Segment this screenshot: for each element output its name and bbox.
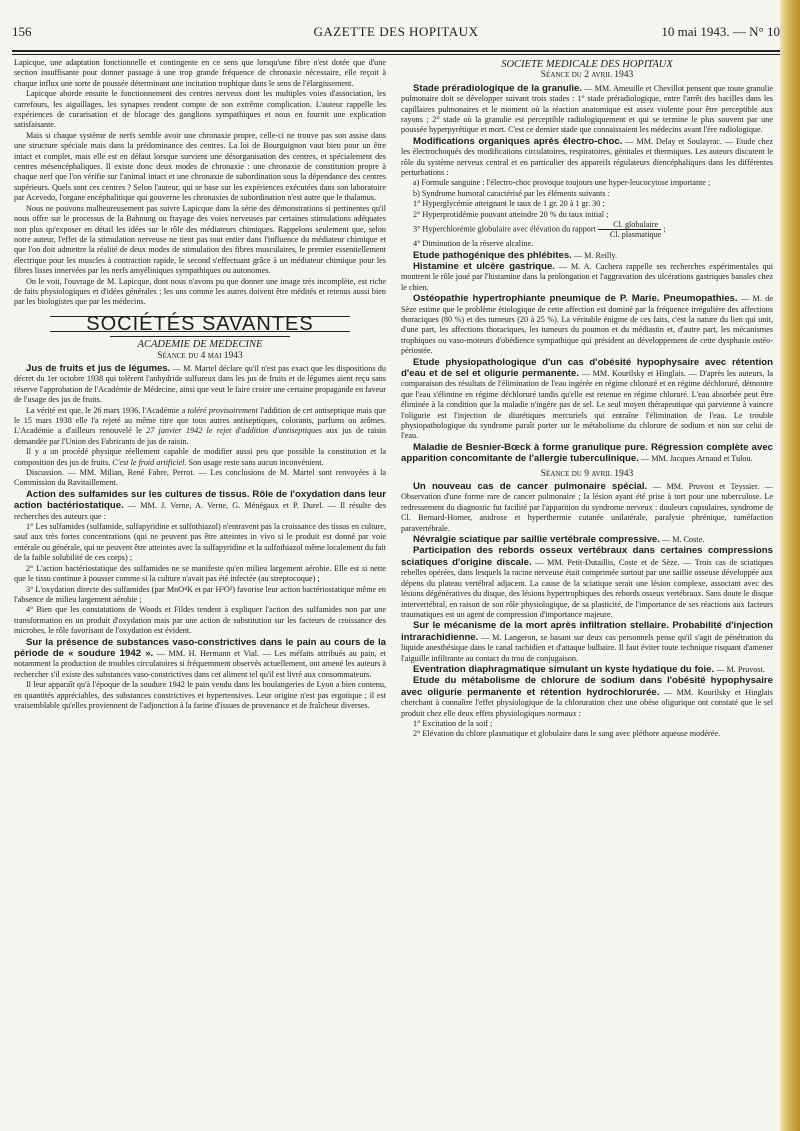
paragraph: Lapicque aborde ensuite le fonctionnement des centres nerveux dont les multiples voies d'association, les carrefours, les aiguillages, les synapses rendent compte de son extrême complication. L'auteur rappelle les expériences de curarisation et de blocage des ganglions sympathiques et nous en fournit une explication satisfaisante.	[14, 89, 386, 130]
article-heading: Jus de fruits et jus de légumes.	[26, 362, 171, 374]
article-text: — MM. Delay et Soulayrac. — Etude chez les électrochoqués des modifications circulatoires, respiratoires, génitales et thermiques. Les auteurs discutent le rôle du système nerveux central et en particulier des appareils régulateurs diencéphaliques dans les différentes perturbations :	[401, 136, 773, 178]
article-emphasis: 27 janvier 1942 le rejet d'addition d'antiseptiques	[146, 426, 322, 436]
society-title: SOCIETE MEDICALE DES HOPITAUX	[501, 59, 673, 70]
paragraph: Il leur apparaît qu'à l'époque de la soudure 1942 le pain vendu dans les boulangeries de Lyon a bien contenu, en quantités appréciables, des substances constrictives et hypertensives. Leur origine n'est pas ergotique ; il est vraisemblable qu'elles proviennent de l'adjonction à la farine d'issues de provenance et de fraîcheur diverses.	[14, 680, 386, 710]
article-text: — M. Coste.	[659, 535, 705, 545]
article-text: — MM. H. Hermann et Vial. — Les méfaits attribués au pain, et notamment la production de troubles circulatoires si fréquemment observés actuellement, ont amené les auteurs à rechercher s'il existe des substances vaso-constrictives dans cet aliment tel qu'il est livré aux consommateurs.	[14, 648, 386, 679]
article-heading: Maladie de Besnier-Bœck à forme granulique pure. Régression complète avec apparition concomitante de l'allergie tuberculinique.	[401, 441, 773, 465]
list-item: 1° Les sulfamides (sulfamide, sulfapyridine et sulfothiazol) n'entravent pas la croissance des tissus en culture, sauf aux très fortes concentrations (qui ne peuvent pas être atteintes in vivo si le produit est donné par voie entérale ou générale, qui ne peuvent être atteintes avec la sulfapyridine et la sulfothiazol même localement du fait de la faible solubilité de ces corps) ;	[14, 522, 386, 563]
session-date: Séance du 2 avril 1943	[540, 70, 634, 81]
article-text: — M. Pruvost.	[714, 664, 765, 674]
list-item: 1° Hyperglycémie atteignant le taux de 1 gr. 20 à 1 gr. 30 ;	[413, 199, 605, 209]
left-column	[14, 58, 386, 711]
article-text: Son usage reste sans aucun inconvénient.	[186, 457, 324, 467]
article-text: aux jus de raisin demandée par l'Union des Fabricants de jus de raisin.	[14, 426, 386, 446]
article-text: — MM. Jacques Arnaud et Tulou.	[638, 454, 753, 464]
article-heading: Sur le mécanisme de la mort après infiltration stellaire. Probabilité d'injection intrarachidienne.	[401, 620, 773, 643]
article-emphasis: toléré provisoirement	[187, 405, 258, 415]
article-text: — M. A. Cachera rappelle ses recherches expérimentales qui montrent le rôle joué par l'histamine dans la prolongation et l'aggravation des ulcérations gastriques banales chez le chien.	[401, 261, 773, 292]
article-heading: Etude du métabolisme de chlorure de sodium dans l'obésité hypophysaire avec oligurie permanente et rétention hydrochlorurée.	[401, 675, 773, 698]
article-heading: Etude physiopathologique d'un cas d'obésité hypophysaire avec rétention d'eau et de sel et oligurie permanente.	[401, 356, 773, 379]
article-text: — MM. Ameuille et Chevillot pensent que toute granulie pulmonaire doit se développer suivant trois stades : 1° stade préradiologique, entre l'arrêt des bacilles dans les capillaires pulmonaires et le moment où la réaction anatomique est assez violente pour être perceptible aux rayons ; 2° stade où la granulie est perceptible radiologiquement et qui se termine le plus souvent par une poussée hyperpyrétique et mort. C'est ce dernier stade que connaissaient les médecins avant l'ère radiologique.	[401, 83, 773, 135]
ratio-numerator: Cl. globulaire	[613, 220, 659, 230]
list-item: 2° L'action bactériostatique des sulfamides ne se manifeste qu'en milieu largement aérobie. Elle est si nette que le tissu continue à pousser comme si la culture n'avait pas été infectée (au streptocoque) ;	[14, 563, 386, 584]
list-item: 3° Hyperchlorémie globulaire avec élévation du rapport $\frac{\text{Cl. globulaire}}{\text{Cl. plasmatique}}$ ;	[413, 220, 666, 240]
article-text: — M. Martel déclare qu'il n'est pas exact que les dispositions du décret du 1er octobre 1938 qui tolèrent l'anhydride sulfureux dans les jus de fruits et de légumes aient reçu sans réserve l'approbation de l'Académie de Médecine, ainsi que veut le faire croire une certaine propagande en faveur de l'usage des jus de fruits.	[14, 363, 386, 405]
article-text: Il y a un procédé physique réellement capable de modifier aussi peu que possible la constitution et la composition des jus de fruits.	[14, 447, 386, 467]
article-heading: Un nouveau cas de cancer pulmonaire spécial.	[413, 481, 648, 493]
article-text: l'addition de cet antiseptique mais que le 15 mars 1938 elle l'a rejeté au même titre que tous autres antiseptiques, colorants, parfums ou arômes. L'Académie a d'ailleurs renouvelé le	[14, 405, 386, 436]
article-heading: Sur la présence de substances vaso-constrictives dans le pain au cours de la période de « soudure 1942 ».	[14, 636, 386, 659]
ratio-denominator: Cl. plasmatique	[598, 229, 661, 239]
list-item: 2° Hyperprotidémie pouvant atteindre 20 % du taux initial ;	[413, 209, 609, 219]
article-heading: Modifications organiques après électro-choc.	[413, 135, 623, 147]
article-heading: Stade préradiologique de la granulie.	[413, 82, 583, 94]
article-heading: Ostéopathie hypertrophiante pneumique de P. Marie. Pneumopathies.	[413, 293, 738, 305]
article-text: — MM. Kourilsky et Hinglais. — D'après les auteurs, la comparaison des résultats de l'élimination de l'eau ingérée en régime chloruré et en régime déchloruré, démontre que l'eau s'élimine en régime déchloruré tandis qu'elle est retenue en régime chloruré. L'eau absorbée peut être éliminée à la condition que la maladie n'ingère pas de sel. Le seul moyen thérapeutique qui parvienne à vaincre l'oligurie est l'injection de diurétiques mercuriels qui entraîne l'élimination de l'eau. Le trouble physiopathologique du syndrome paraît porter sur le métabolisme du chlorure de sodium et non sur celui de l'eau.	[401, 368, 773, 441]
session-date: Séance du 9 avril 1943	[540, 468, 634, 479]
society-title: ACADEMIE DE MEDECINE	[137, 339, 263, 351]
paragraph: On le voit, l'ouvrage de M. Lapicque, dont nous n'avons pu que donner une image très incomplète, est riche de faits physiologiques et d'idées générales ; les uns comme les autres doivent être médités et retenus aussi bien par les biologistes que par les médecins.	[14, 276, 386, 307]
ratio-fraction	[598, 220, 661, 239]
article-heading: Eventration diaphragmatique simulant un kyste hydatique du foie.	[413, 663, 715, 675]
article-text: La vérité est que, le 26 mars 1936, l'Académie a	[26, 405, 188, 415]
article-text: — MM. Kourilsky et Hinglais cherchant à connaître l'effet physiologique de la chloruration chez une obèse oligurique ont constaté que le sel produit chez elle deux effets physiologiques	[401, 687, 773, 718]
paragraph: Nous ne pouvons malheureusement pas suivre Lapicque dans la série des démonstrations si pertinentes qu'il nous offre sur le processus de la Bahnung ou frayage des voies nerveuses par certaines stimulations adéquates non plus qu'exposer en détail les idées sur le rôle des médiateurs chimiques. Rappelons seulement que, selon notre auteur, l'effet de la stimulation nerveuse ne tient pas tout entier dans l'influence du médiateur chimique et que l'on doit admettre la réalité de deux modes de stimulation des fibres musculaires, le premier essentiellement électrique pour les muscles à contraction rapide, le second s'effectuant grâce à un médiateur chimique pour les fibres lisses innervées par les nerfs amyéliniques sympathiques ou autonomes.	[14, 203, 386, 276]
session-date: Séance du 4 mai 1943	[157, 350, 243, 361]
article-text: — MM. Pruvost et Teyssier. — Observation d'une forme rare de cancer pulmonaire ; la lésion ayant été prise à tort pour une tuberculose. Le redressement du diagnostic fut facilité par l'apparition du syndrome nerveux : douleurs capsulaires, syndrome de Cl. Bernard-Horner, anidrose et hyperthermie cutanée unilatérale, paralysie phrénique, tuméfaction paravertébrale.	[401, 482, 773, 533]
article-text: — M. Reilly.	[571, 250, 618, 260]
journal-title: GAZETTE DES HOPITAUX	[313, 24, 479, 39]
paragraph: Lapicque, une adaptation fonctionnelle et contingente en ce sens que lorsqu'une fibre n'est dotée que d'une section insuffisante pour donner passage à une trop grande fréquence de chronaxie nécessaire, elle reçoit à chaque influx une sorte de poussée déterminant une incitation trophique dans le sens de l'élargissement.	[14, 58, 386, 88]
divider	[110, 336, 290, 337]
article-heading: Etude pathogénique des phlébites.	[413, 249, 572, 261]
article-text: — M. Langeron, se basant sur deux cas personnels pense qu'il s'agit de pénétration du liquide anesthésique dans le canal rachidien et d'attaque bulbaire. Il faut éviter toute technique risquant d'amener l'aiguille infiltrante au contact du trou de conjugaison.	[401, 632, 773, 663]
page-header	[12, 14, 780, 50]
article-text: — MM. Petit-Dutaillis, Coste et de Sèze. — Trois cas de sciatiques rebelles opérées, dans lesquels la racine nerveuse était comprimée surtout par une saillie osseuse développée aux dépens du plateau vertébral adjacent. La cause de la sciatique serait une lésion complexe, associant avec des lésions dégénératives du disque, des lésions hypertrophiques des rebords osseux vertébraux. Sans doute le disque intervertébral, en raison de son rôle physiologique, de sa plasticité, de l'importance de ses réactions aux facteurs traumatiques est un agent de compression d'importance majeure.	[401, 557, 774, 619]
article-heading: Participation des rebords osseux vertébraux dans certaines compressions sciatiques d'origine discale.	[401, 545, 773, 568]
article-heading: Action des sulfamides sur les cultures de tissus. Rôle de l'oxydation dans leur action bactériostatique.	[14, 488, 386, 512]
list-item: 4° Bien que les constatations de Woods et Fildes tendent à expliquer l'action des sulfamides non par une transformation en un produit d'oxydation mais par une action de substitution sur les facteurs de croissance des microbes, le rôle favorisant de l'oxydation est évident.	[14, 605, 386, 636]
article-text: — M. de Sèze estime que le problème étiologique de cette affection est dominé par la fréquence irrégulière des affections thoraciques (80 %) et des tumeurs (20 à 25 %). La véritable énigme de ces faits, c'est la nature du lien qui unit, d'une part, les affections thoraciques, les tumeurs du poumon et du médiastin et, d'autre part, les mécanismes trophiques ou vaso-moteurs d'obédience sympathique qui président au développement de cette dysphasie ostéo-périostée.	[401, 294, 773, 356]
article-heading: Névralgie sciatique par saillie vertébrale compressive.	[413, 534, 660, 546]
list-item: 2° Elévation du chlore plasmatique et globulaire dans le sang avec pléthore aqueuse modérée.	[413, 729, 721, 739]
article-emphasis: C'est le froid artificiel.	[112, 457, 187, 467]
list-item: 4° Diminution de la réserve alcaline.	[413, 239, 534, 249]
section-title: SOCIÉTÉS SAVANTES	[50, 316, 350, 332]
right-column	[401, 58, 773, 740]
page-number: 156	[12, 24, 32, 39]
header-rule	[12, 50, 780, 55]
list-item: 3° L'oxydation directe des sulfamides (par MnO⁴K et par H²O²) favorise leur action bactériostatique même en l'absence de milieu largement aérobie ;	[14, 584, 386, 604]
list-item: b) Syndrome humoral caractérisé par les éléments suivants :	[413, 188, 610, 198]
list-item: a) Formule sanguine : l'électro-choc provoque toujours une hyper-leucocytose importante ;	[413, 178, 711, 188]
article-heading: Histamine et ulcère gastrique.	[413, 260, 555, 272]
discussion: Discussion. — MM. Milian, René Fabre, Perrot. — Les conclusions de M. Martel sont renvoyées à la Commission du Ravitaillement.	[14, 468, 386, 488]
ratio-label: 3° Hyperchlorémie globulaire avec élévation du rapport	[413, 224, 596, 234]
article-text: — MM. J. Verne, A. Verne, G. Ménégaux et P. Durel. — Il résulte des recherches des auteurs que :	[14, 501, 387, 521]
issue-date: 10 mai 1943. — N° 10	[661, 24, 780, 39]
article-emphasis: normaux :	[547, 708, 582, 718]
paragraph: Mais si chaque système de nerfs semble avoir une chronaxie propre, celle-ci ne trouve pas son assise dans une structure spéciale mais dans la prédominance des centres. La loi de Bourguignon vaut bien pour un être intact et complet, mais elle est en défaut lorsque survient une désorganisation des centres, et spécialement des centres mésencéphaliques. Il existe donc deux modes de chronaxie : une chronaxie de constitution propre à chaque nerf que l'on vérifie sur l'animal intact et une chronaxie de subordination sous la dépendance des centres supérieurs. Quels sont ces centres ? Selon l'auteur, qui se base sur les expériences exécutées dans son laboratoire par Acevedo, l'organe encéphalitique qui gouverne les chronaxies de subordination n'est autre que le thalamus.	[14, 130, 386, 203]
list-item: 1° Excitation de la soif ;	[413, 718, 493, 728]
binding-edge	[780, 0, 800, 1131]
